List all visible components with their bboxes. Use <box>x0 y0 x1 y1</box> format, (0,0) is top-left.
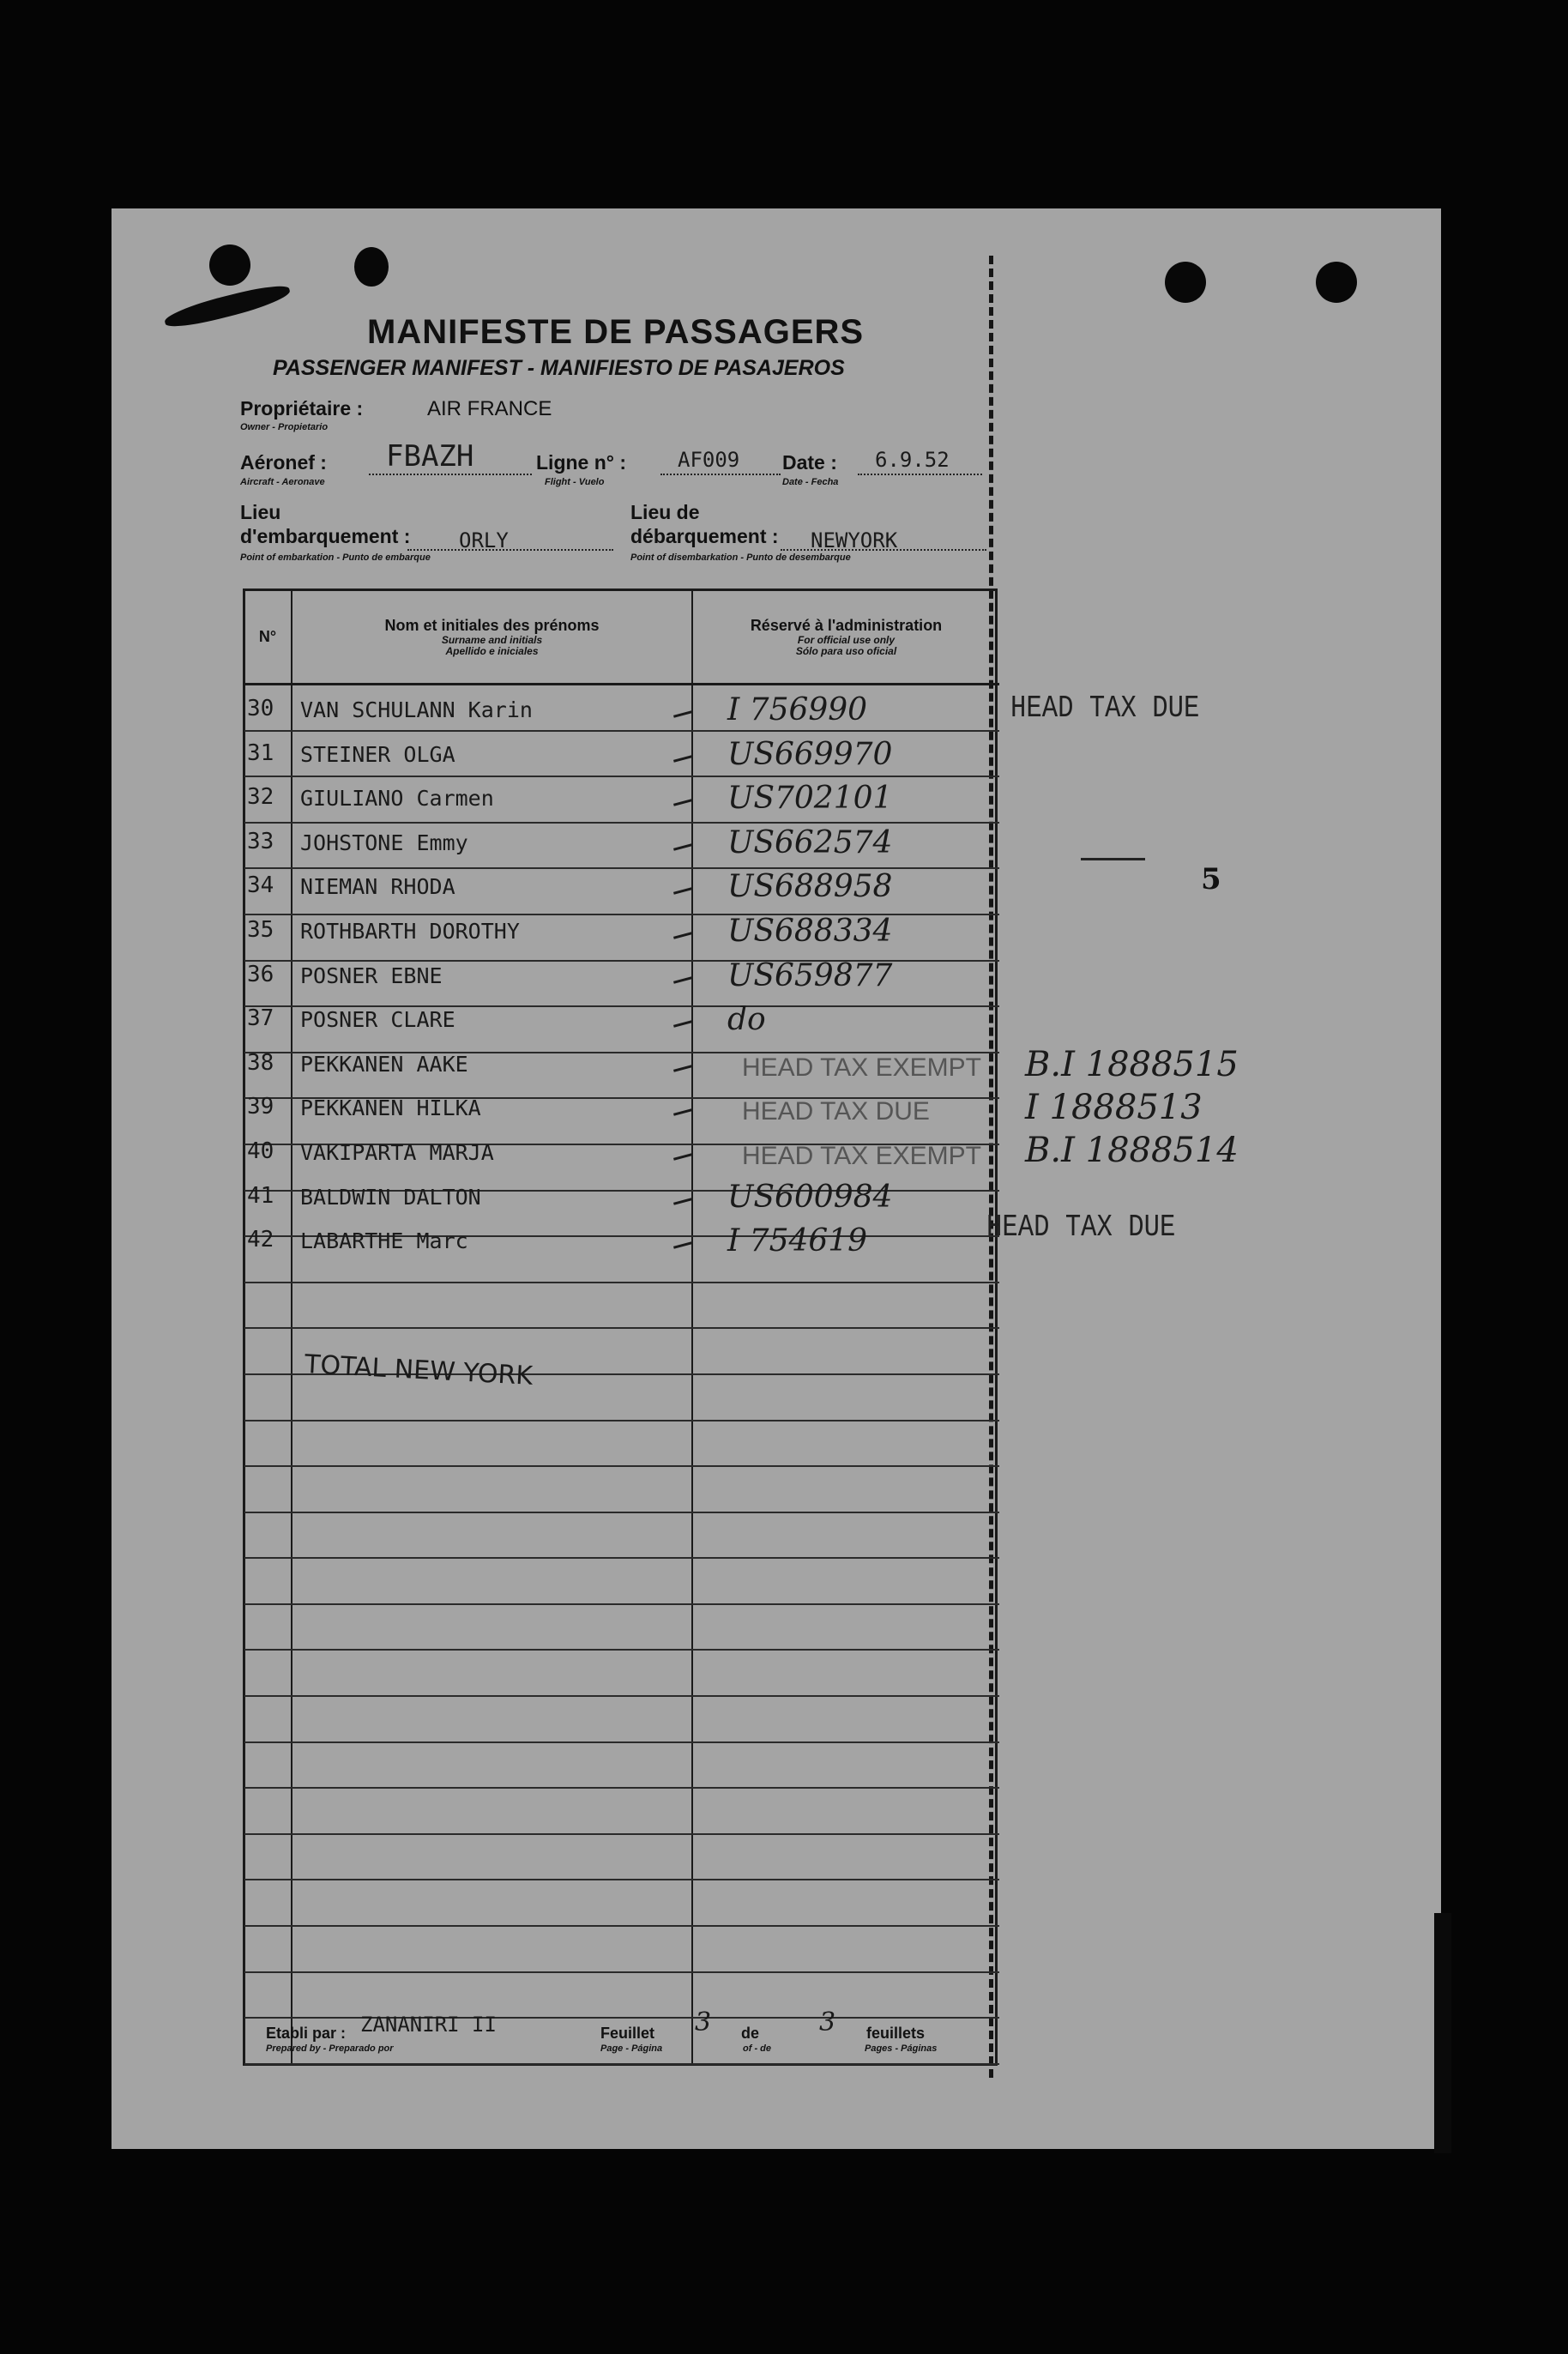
table-row <box>244 1926 999 1972</box>
passenger-name: POSNER CLARE <box>300 1007 455 1033</box>
table-row <box>244 1972 999 2019</box>
table-row <box>244 1696 999 1742</box>
cell-no <box>244 1604 292 1651</box>
table-row <box>244 1558 999 1604</box>
aircraft-sublabel: Aircraft - Aeronave <box>240 477 325 487</box>
table-row <box>244 1283 999 1329</box>
passenger-name: VAN SCHULANN Karin <box>300 697 533 722</box>
punch-hole-mid <box>354 247 389 287</box>
of-label: de <box>741 2025 760 2042</box>
passenger-name: JOHSTONE Emmy <box>300 830 468 855</box>
cell-no <box>244 1374 292 1421</box>
cell-admin <box>692 1283 999 1329</box>
aircraft-label: Aéronef : <box>240 451 327 474</box>
sheets-label: feuillets <box>866 2025 926 2042</box>
embark-underline <box>407 549 613 551</box>
passenger-no: 30 <box>247 696 274 721</box>
cell-name <box>292 1558 692 1604</box>
passenger-name: LABARTHE Marc <box>300 1228 468 1254</box>
table-row <box>244 1880 999 1926</box>
passenger-admin-note: US600984 <box>727 1179 893 1215</box>
owner-label: Propriétaire : <box>240 397 364 419</box>
bi-note-38: B.I 1888515 <box>1025 1045 1239 1084</box>
passenger-admin-note: US688334 <box>727 914 893 949</box>
bi-note-40: B.I 1888514 <box>1025 1131 1239 1170</box>
table-row <box>244 1604 999 1651</box>
manifest-title: MANIFESTE DE PASSAGERS <box>367 313 865 351</box>
cell-no <box>244 1466 292 1512</box>
disembark-underline <box>781 549 986 551</box>
total-label: TOTAL NEW YORK <box>304 1349 534 1391</box>
col-header-admin: Réservé à l'administration For official use only Sólo para uso oficial <box>692 590 999 685</box>
head-tax-due-stamp-2: HEAD TAX DUE <box>986 1210 1176 1245</box>
passenger-no: 41 <box>247 1182 274 1209</box>
owner-value: AIR FRANCE <box>427 397 552 420</box>
passenger-admin-note: I 754619 <box>727 1223 868 1259</box>
passenger-no: 36 <box>247 961 274 987</box>
passenger-admin-note: US659877 <box>727 957 893 993</box>
flight-label: Ligne n° : <box>536 451 627 474</box>
passenger-admin-note: HEAD TAX EXEMPT <box>742 1142 981 1170</box>
flight-underline <box>660 474 781 475</box>
sheet-value: 3 <box>695 2007 712 2037</box>
cell-no <box>244 1512 292 1559</box>
passenger-no: 39 <box>247 1094 274 1120</box>
cell-name <box>292 1926 692 1972</box>
i-note-39: I 1888513 <box>1025 1088 1203 1127</box>
of-value: 3 <box>819 2007 836 2037</box>
cell-no <box>244 1788 292 1834</box>
cell-admin <box>692 2018 999 2064</box>
table-row <box>244 1466 999 1512</box>
passenger-admin-note: US669970 <box>727 736 893 772</box>
passenger-no: 38 <box>247 1049 274 1076</box>
passenger-name: GIULIANO Carmen <box>300 786 494 812</box>
sheet-label: Feuillet <box>600 2025 655 2042</box>
cell-name <box>292 1421 692 1467</box>
date-sublabel: Date - Fecha <box>782 477 839 487</box>
cell-no <box>244 1972 292 2019</box>
aircraft-underline <box>369 474 532 475</box>
date-underline <box>858 474 982 475</box>
prepared-label: Etabli par : <box>266 2025 347 2042</box>
passenger-name: BALDWIN DALTON <box>300 1184 481 1210</box>
passenger-admin-note: US702101 <box>727 781 893 817</box>
cell-admin <box>692 1788 999 1834</box>
aircraft-value: FBAZH <box>386 439 474 474</box>
passenger-admin-note: HEAD TAX EXEMPT <box>742 1053 981 1082</box>
embark-value: ORLY <box>459 528 509 552</box>
prepared-sublabel: Prepared by - Preparado por <box>266 2043 394 2054</box>
disembark-label-1: Lieu de <box>630 501 700 523</box>
embark-sublabel: Point of embarkation - Punto de embarque <box>240 552 431 563</box>
cell-admin <box>692 1926 999 1972</box>
cell-name <box>292 1788 692 1834</box>
cell-admin <box>692 1696 999 1742</box>
of-sublabel: of - de <box>743 2043 771 2054</box>
punch-hole-right-1 <box>1165 262 1206 303</box>
manifest-subtitle: PASSENGER MANIFEST - MANIFIESTO DE PASAJEROS <box>273 356 845 380</box>
table-row <box>244 1834 999 1880</box>
cell-no <box>244 1558 292 1604</box>
flight-sublabel: Flight - Vuelo <box>545 477 605 487</box>
cell-name <box>292 1972 692 2019</box>
cell-name <box>292 1650 692 1696</box>
passenger-name: ROTHBARTH DOROTHY <box>300 919 520 944</box>
flight-value: AF009 <box>678 448 740 472</box>
table-row <box>244 1512 999 1559</box>
table-row <box>244 1421 999 1467</box>
cell-name <box>292 1696 692 1742</box>
disembark-value: NEWYORK <box>811 528 898 552</box>
cell-name <box>292 1512 692 1559</box>
cell-no <box>244 1328 292 1374</box>
cell-admin <box>692 1742 999 1789</box>
passenger-name: VAKIPARTA MARJA <box>300 1140 494 1165</box>
punch-hole-right-2 <box>1316 262 1357 303</box>
passenger-admin-note: HEAD TAX DUE <box>742 1097 930 1126</box>
embark-label-1: Lieu <box>240 501 281 523</box>
cell-name <box>292 1604 692 1651</box>
passenger-no: 33 <box>247 828 274 854</box>
passenger-no: 34 <box>247 872 274 899</box>
date-value: 6.9.52 <box>875 448 950 472</box>
date-label: Date : <box>782 451 837 474</box>
cell-admin <box>692 1834 999 1880</box>
cell-no <box>244 1283 292 1329</box>
passenger-no: 32 <box>247 784 274 811</box>
passenger-name: NIEMAN RHODA <box>300 874 455 900</box>
prepared-value: ZANANIRI II <box>360 2013 497 2037</box>
cell-no <box>244 1421 292 1467</box>
passenger-no: 37 <box>247 1005 274 1032</box>
disembark-label-2: débarquement : <box>630 525 779 547</box>
cell-no <box>244 1880 292 1926</box>
cell-name <box>292 1880 692 1926</box>
punch-hole-left <box>209 244 250 286</box>
passenger-no: 31 <box>247 739 274 766</box>
cell-name <box>292 1742 692 1789</box>
head-tax-due-stamp-1: HEAD TAX DUE <box>1010 691 1200 726</box>
cell-admin <box>692 1374 999 1421</box>
passenger-no: 42 <box>247 1227 274 1253</box>
cell-admin <box>692 1466 999 1512</box>
passenger-no: 40 <box>247 1138 274 1164</box>
disembark-sublabel: Point of disembarkation - Punto de desembarque <box>630 552 851 563</box>
cell-admin <box>692 1972 999 2019</box>
passenger-name: PEKKANEN HILKA <box>300 1096 481 1121</box>
dark-strip <box>1434 1913 1451 2153</box>
passenger-admin-note: US688958 <box>727 869 893 905</box>
cell-name <box>292 1834 692 1880</box>
cell-admin <box>692 1880 999 1926</box>
cell-no <box>244 1742 292 1789</box>
cell-no <box>244 1696 292 1742</box>
col-header-no: N° <box>244 590 292 685</box>
passenger-no: 35 <box>247 917 274 943</box>
table-row <box>244 1650 999 1696</box>
cell-admin <box>692 1512 999 1559</box>
owner-sublabel: Owner - Propietario <box>240 422 329 432</box>
passenger-admin-note: US662574 <box>727 824 893 860</box>
cell-name <box>292 1283 692 1329</box>
col-header-name: Nom et initiales des prénoms Surname and initials Apellido e iniciales <box>292 590 692 685</box>
cell-admin <box>692 1558 999 1604</box>
cell-no <box>244 1926 292 1972</box>
cell-admin <box>692 1421 999 1467</box>
sheets-sublabel: Pages - Páginas <box>865 2043 938 2054</box>
passenger-name: PEKKANEN AAKE <box>300 1051 468 1077</box>
passenger-name: STEINER OLGA <box>300 741 455 767</box>
cell-no <box>244 1650 292 1696</box>
embark-label-2: d'embarquement : <box>240 525 411 547</box>
margin-tick <box>1081 858 1145 860</box>
passenger-name: POSNER EBNE <box>300 963 443 988</box>
cell-no <box>244 1834 292 1880</box>
table-row <box>244 1742 999 1789</box>
count-note: 5 <box>1201 862 1221 896</box>
passenger-admin-note: I 756990 <box>727 692 868 727</box>
passenger-admin-note: do <box>727 1002 766 1038</box>
sheet-sublabel: Page - Página <box>600 2043 663 2054</box>
cell-admin <box>692 1604 999 1651</box>
cell-admin <box>692 1328 999 1374</box>
cell-admin <box>692 1650 999 1696</box>
cell-name <box>292 1466 692 1512</box>
table-row <box>244 1788 999 1834</box>
